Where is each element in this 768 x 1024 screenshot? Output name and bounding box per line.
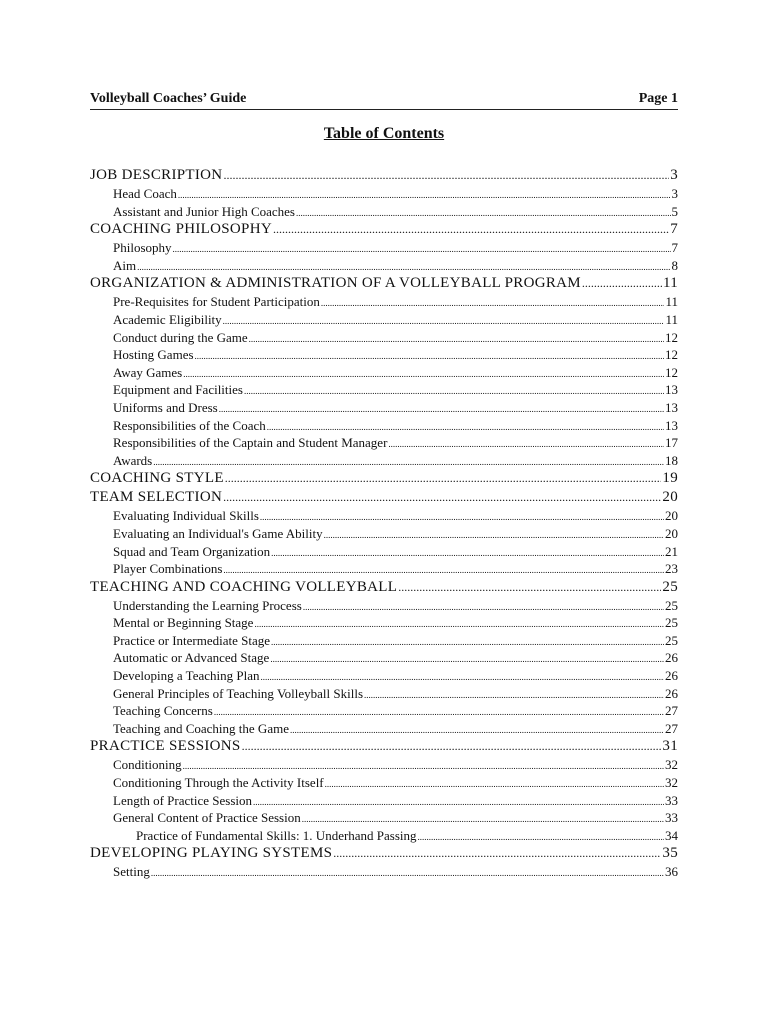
toc-entry-title: Practice of Fundamental Skills: 1. Underhand Passing — [136, 827, 417, 843]
dot-leader — [260, 507, 664, 525]
dot-leader — [244, 381, 664, 399]
toc-entry-title: COACHING STYLE — [90, 470, 224, 487]
toc-entry-title: Length of Practice Session — [113, 792, 252, 808]
toc-section-entry — [90, 844, 678, 863]
dot-leader — [271, 632, 664, 650]
toc-entry-title: Aim — [113, 257, 137, 273]
toc-subsection-entry — [90, 239, 678, 257]
toc-entry-page: 13 — [665, 417, 678, 433]
page-header — [90, 91, 678, 110]
toc-subsection-entry — [90, 649, 678, 667]
dot-leader — [303, 597, 664, 615]
toc-subsection-entry — [90, 543, 678, 561]
toc-heading: Table of Contents — [323, 125, 445, 142]
toc-entry-title: ORGANIZATION & ADMINISTRATION OF A VOLLEYBALL PROGRAM — [90, 275, 581, 292]
dot-leader — [153, 452, 664, 470]
toc-section-entry — [90, 488, 678, 507]
toc-entry-page: 31 — [662, 738, 678, 755]
dot-leader — [223, 166, 669, 185]
toc-entry-title: Evaluating an Individual's Game Ability — [113, 525, 323, 541]
dot-leader — [151, 863, 664, 881]
toc-entry-title: Conditioning Through the Activity Itself — [113, 775, 324, 791]
toc-subsection-entry — [90, 863, 678, 881]
toc-entry-page: 5 — [671, 203, 678, 219]
toc-entry-title: TEACHING AND COACHING VOLLEYBALL — [90, 578, 398, 595]
toc-subsection-entry — [90, 417, 678, 435]
toc-subsection-entry — [90, 329, 678, 347]
toc-entry-page: 25 — [665, 597, 678, 613]
toc-entry-page: 32 — [665, 775, 678, 791]
toc-section-entry — [90, 578, 678, 597]
toc-entry-page: 7 — [671, 240, 678, 256]
toc-entry-title: Awards — [113, 452, 153, 468]
toc-entry-title: Head Coach — [113, 186, 177, 201]
dot-leader — [321, 293, 665, 311]
toc-subsection-entry — [90, 614, 678, 632]
toc-subsection-entry — [90, 434, 678, 452]
toc-entry-title: Assistant and Junior High Coaches — [113, 203, 295, 219]
toc-entry-title: Automatic or Advanced Stage — [113, 650, 270, 666]
page-number: Page 1 — [638, 91, 678, 106]
dot-leader — [261, 667, 664, 685]
toc-entry-page: 11 — [662, 275, 678, 292]
toc-subsection-entry — [90, 792, 678, 810]
dot-leader — [249, 329, 664, 347]
toc-subsection-entry — [90, 311, 678, 329]
toc-entry-page: 8 — [671, 257, 678, 273]
dot-leader — [223, 488, 661, 507]
toc-entry-title: JOB DESCRIPTION — [90, 167, 223, 183]
toc-entry-page: 20 — [662, 489, 678, 506]
toc-entry-title: Academic Eligibility — [113, 311, 222, 327]
toc-entry-title: PRACTICE SESSIONS — [90, 738, 241, 755]
toc-entry-page: 25 — [665, 615, 678, 631]
toc-entry-page: 21 — [665, 543, 678, 559]
toc-entry-page: 17 — [665, 435, 678, 451]
toc-subsection-entry — [90, 203, 678, 221]
toc-entry-title: Teaching Concerns — [113, 703, 213, 719]
toc-subsection-entry — [90, 720, 678, 738]
dot-leader — [324, 525, 664, 543]
toc-section-entry — [90, 737, 678, 756]
toc-entry-page: 26 — [665, 650, 678, 666]
toc-entry-title: Practice or Intermediate Stage — [113, 632, 271, 648]
toc-entry-title: Philosophy — [113, 240, 172, 256]
toc-entry-title: Teaching and Coaching the Game — [113, 720, 289, 736]
dot-leader — [325, 774, 664, 792]
dot-leader — [582, 274, 662, 293]
toc-entry-title: Responsibilities of the Coach — [113, 417, 266, 433]
dot-leader — [137, 257, 670, 275]
dot-leader — [270, 649, 664, 667]
document-title: Volleyball Coaches’ Guide — [90, 91, 247, 106]
dot-leader — [223, 311, 665, 329]
toc-section-entry — [90, 469, 678, 488]
toc-entry-title: Evaluating Individual Skills — [113, 508, 259, 524]
dot-leader — [398, 578, 661, 597]
toc-entry-title: General Content of Practice Session — [113, 810, 301, 826]
dot-leader — [183, 364, 664, 382]
dot-leader — [225, 469, 662, 488]
toc-entry-page: 18 — [665, 452, 678, 468]
toc-entry-title: Responsibilities of the Captain and Student Manager — [113, 435, 388, 451]
toc-entry-page: 11 — [665, 311, 678, 327]
toc-subsection-entry — [90, 452, 678, 470]
dot-leader — [178, 185, 671, 203]
dot-leader — [388, 434, 664, 452]
dot-leader — [219, 399, 664, 417]
toc-subsection-entry — [90, 381, 678, 399]
dot-leader — [214, 702, 664, 720]
toc-entry-page: 35 — [662, 845, 678, 862]
toc-entry-title: General Principles of Teaching Volleyball Skills — [113, 685, 364, 701]
dot-leader — [302, 809, 664, 827]
dot-leader — [253, 792, 664, 810]
toc-subsection-entry — [90, 756, 678, 774]
toc-entry-page: 7 — [670, 221, 678, 238]
toc-entry-title: Setting — [113, 864, 150, 880]
dot-leader — [364, 685, 664, 703]
dot-leader — [195, 346, 664, 364]
toc-entry-page: 27 — [665, 703, 678, 719]
toc-subsection-entry — [90, 346, 678, 364]
toc-subsection-entry — [90, 257, 678, 275]
toc-entry-title: Away Games — [113, 364, 183, 380]
toc-entry-page: 19 — [662, 470, 678, 487]
toc-subsection-entry — [90, 525, 678, 543]
toc-entry-page: 12 — [665, 347, 678, 363]
toc-subsection-entry — [90, 702, 678, 720]
dot-leader — [242, 737, 662, 756]
dot-leader — [271, 543, 664, 561]
toc-entry-title: Uniforms and Dress — [113, 399, 218, 415]
toc-subsection-entry — [90, 560, 678, 578]
toc-entry-title: Developing a Teaching Plan — [113, 668, 260, 684]
toc-entry-page: 20 — [665, 508, 678, 524]
toc-section-entry — [90, 220, 678, 239]
toc-entry-page: 26 — [665, 685, 678, 701]
table-of-contents — [90, 166, 678, 881]
toc-section-entry — [90, 166, 678, 185]
dot-leader — [173, 239, 671, 257]
toc-entry-title: Squad and Team Organization — [113, 543, 271, 559]
toc-entry-page: 3 — [671, 186, 678, 201]
toc-entry-page: 34 — [665, 827, 678, 843]
dot-leader — [273, 220, 669, 239]
toc-entry-title: Hosting Games — [113, 347, 194, 363]
toc-subsection-entry — [90, 809, 678, 827]
toc-entry-page: 26 — [665, 668, 678, 684]
dot-leader — [333, 844, 661, 863]
toc-entry-page: 33 — [665, 792, 678, 808]
toc-entry-page: 25 — [665, 632, 678, 648]
dot-leader — [223, 560, 664, 578]
toc-subsection-entry — [90, 667, 678, 685]
toc-subsection-entry — [90, 685, 678, 703]
toc-entry-page: 11 — [665, 294, 678, 310]
toc-entry-page: 36 — [665, 864, 678, 880]
dot-leader — [267, 417, 664, 435]
toc-subsection-entry — [90, 507, 678, 525]
toc-subsection-entry — [90, 632, 678, 650]
toc-entry-title: Equipment and Facilities — [113, 382, 243, 398]
toc-subsection-entry — [90, 293, 678, 311]
dot-leader — [290, 720, 664, 738]
dot-leader — [296, 203, 671, 221]
toc-entry-title: COACHING PHILOSOPHY — [90, 221, 272, 238]
toc-entry-page: 32 — [665, 757, 678, 773]
toc-entry-title: Understanding the Learning Process — [113, 597, 302, 613]
toc-entry-title: Conditioning — [113, 757, 182, 773]
dot-leader — [254, 614, 664, 632]
toc-subsection-entry — [90, 597, 678, 615]
toc-entry-title: Mental or Beginning Stage — [113, 615, 254, 631]
toc-entry-page: 13 — [665, 399, 678, 415]
toc-subsection-entry — [90, 185, 678, 203]
toc-entry-page: 25 — [662, 578, 678, 595]
toc-entry-title: Player Combinations — [113, 561, 223, 577]
toc-subsection-entry — [90, 399, 678, 417]
toc-entry-page: 12 — [665, 329, 678, 345]
toc-subsection-entry — [90, 774, 678, 792]
toc-section-entry — [90, 274, 678, 293]
toc-entry-page: 13 — [665, 382, 678, 398]
toc-entry-page: 20 — [665, 525, 678, 541]
dot-leader — [418, 827, 664, 845]
toc-entry-title: Conduct during the Game — [113, 329, 248, 345]
toc-subsection-entry — [90, 364, 678, 382]
toc-entry-page: 27 — [665, 720, 678, 736]
toc-entry-page: 12 — [665, 364, 678, 380]
dot-leader — [183, 756, 664, 774]
toc-entry-page: 3 — [670, 167, 678, 183]
toc-subsubsection-entry — [90, 827, 678, 845]
toc-entry-title: DEVELOPING PLAYING SYSTEMS — [90, 845, 333, 862]
toc-entry-title: TEAM SELECTION — [90, 489, 223, 506]
toc-entry-page: 23 — [665, 561, 678, 577]
toc-entry-title: Pre-Requisites for Student Participation — [113, 294, 320, 310]
toc-entry-page: 33 — [665, 810, 678, 826]
